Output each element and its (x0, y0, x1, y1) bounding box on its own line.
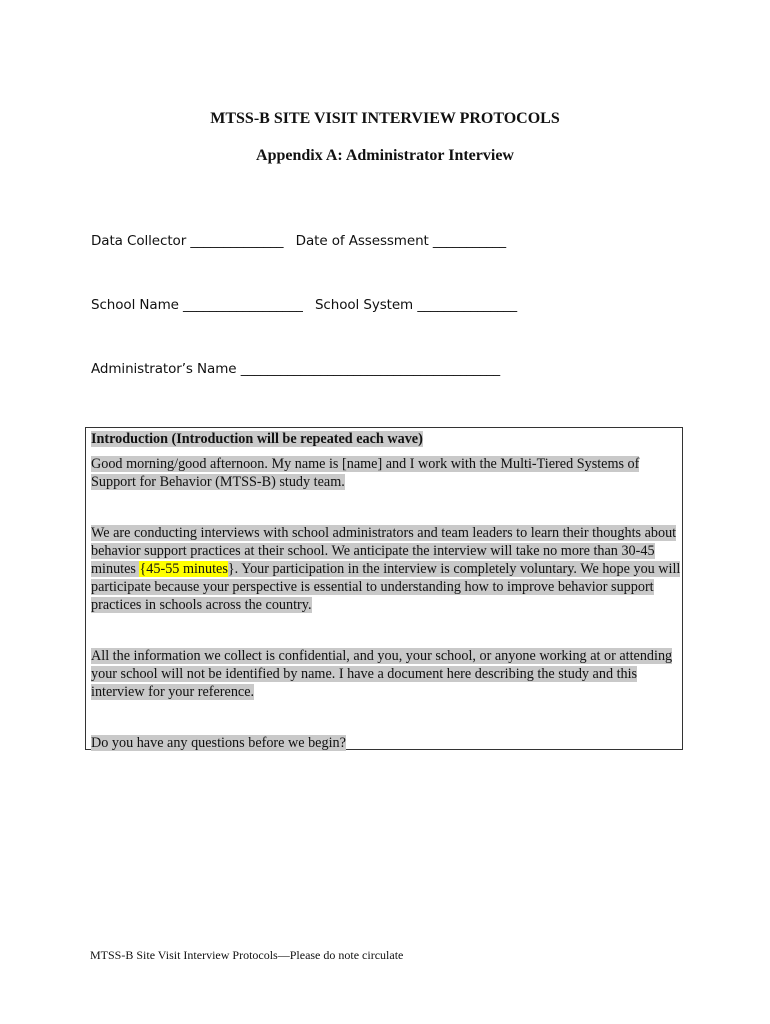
administrator-name-label: Administrator’s Name (91, 361, 237, 377)
data-collector-label: Data Collector (91, 233, 187, 249)
introduction-heading: Introduction (Introduction will be repeated each wave) (91, 431, 423, 447)
page-footer: MTSS-B Site Visit Interview Protocols—Please do note circulate (90, 948, 404, 962)
intro-paragraph-4: Do you have any questions before we begin? (91, 735, 346, 751)
intro-paragraph-2: We are conducting interviews with school administrators and team leaders to learn their thoughts about behavior support practices at their school. We anticipate the interview will take no more than 30-45 minutes {45-55 minutes}. Your participation in the interview is completely voluntary. We hope you will participate because your perspective is essential to understanding how to improve behavior support practices in schools across the country. (91, 525, 681, 613)
school-system-line[interactable]: _______________ (417, 297, 518, 313)
duration-highlight: {45-55 minutes (139, 561, 228, 577)
school-name-line[interactable]: __________________ (183, 297, 303, 313)
data-collector-line[interactable]: ______________ (190, 233, 284, 249)
row-collector-date (91, 233, 506, 249)
school-name-label: School Name (91, 297, 179, 313)
intro-paragraph-1: Good morning/good afternoon. My name is [name] and I work with the Multi-Tiered Systems of Support for Behavior (MTSS-B) study team. (91, 456, 640, 490)
document-title: MTSS-B SITE VISIT INTERVIEW PROTOCOLS (210, 110, 560, 127)
row-school (91, 297, 517, 313)
row-administrator (91, 361, 500, 377)
intro-paragraph-3: All the information we collect is confidential, and you, your school, or anyone working at or attending your school will not be identified by name. I have a document here describing the study and this interview for your reference. (91, 648, 673, 700)
date-of-assessment-line[interactable]: ___________ (432, 233, 507, 249)
introduction-box (85, 427, 683, 750)
date-of-assessment-label: Date of Assessment (295, 233, 429, 249)
school-system-label: School System (314, 297, 414, 313)
document-subtitle: Appendix A: Administrator Interview (256, 147, 514, 164)
administrator-name-line[interactable]: _______________________________________ (240, 361, 501, 377)
